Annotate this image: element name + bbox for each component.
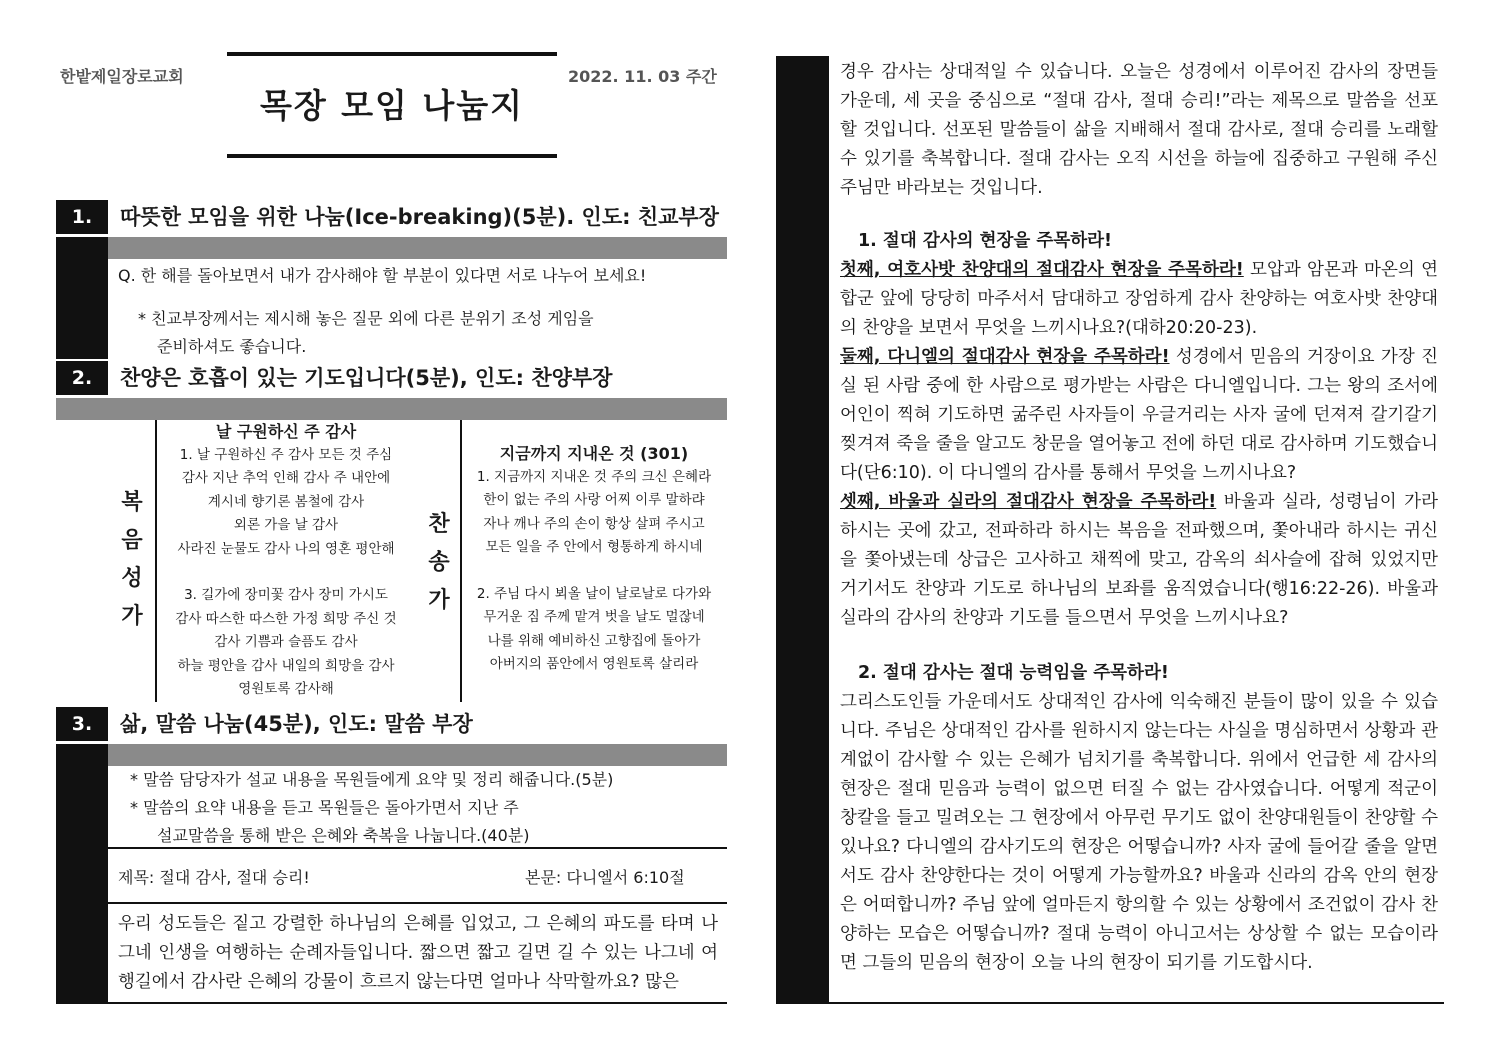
hymn-label xyxy=(424,506,454,620)
section-3-bar xyxy=(56,744,727,766)
sermon-scripture: 본문: 다니엘서 6:10절 xyxy=(525,868,685,887)
third-point-paragraph xyxy=(840,488,1438,633)
third-point-text: 바울과 실라, 성령님이 가라 하시는 곳에 갔고, 전파하라 하시는 복음을 전파했으며, 쫓아내라 하시는 귀신을 쫓아냈는데 상급은 고사하고 채찍에 맞고, 감옥의 쇠사슬에 잡혀 있었지만 거기서도 찬양과 기도로 하나님의 보좌를 움직였습니다(행16:22-26). 바울과 실라의 감사의 찬양과 기도를 들으면서 무엇을 느끼시나요? xyxy=(840,492,1438,628)
first-point-heading: 첫째, 여호사밧 찬양대의 절대감사 현장을 주목하라! xyxy=(840,260,1244,280)
sermon-mid-rule xyxy=(108,902,727,904)
sermon-top-rule xyxy=(108,847,727,849)
section-3-number: 3. xyxy=(56,707,108,741)
gospel-song-label-char: 복 xyxy=(121,490,143,515)
lyric-line: 나를 위해 예비하신 고향집에 돌아가 xyxy=(487,632,701,649)
paragraph-spacer xyxy=(840,203,1438,227)
lyric-line: 감사 기쁨과 슬픔도 감사 xyxy=(214,634,358,650)
point-1-heading: 1. 절대 감사의 현장을 주목하라! xyxy=(858,231,1113,251)
lyric-line: 영원토록 감사해 xyxy=(238,681,334,697)
hymn-block xyxy=(463,442,725,677)
lyric-line: 자나 깨나 주의 손이 항상 살펴 주시고 xyxy=(483,515,705,532)
left-bottom-rule xyxy=(56,1002,727,1004)
lyric-line: 1. 지금까지 지내온 것 주의 크신 은혜라 xyxy=(476,468,712,485)
lyric-line: 사라진 눈물도 감사 나의 영혼 평안해 xyxy=(177,540,395,557)
conclusion-text: 그리스도인들 가운데서도 상대적인 감사에 익숙해진 분들이 많이 있을 수 있습니다. 주님은 상대적인 감사를 원하시지 않는다는 사실을 명심하면서 상황과 관계없이 감사할 수 있는 은혜가 넘치기를 축복합니다. 위에서 언급한 세 감사의 현장은 절대 믿음과 능력이 없으면 터질 수 없는 감사였습니다. 어떻게 적군이 창칼을 들고 밀려오는 그 현장에서 아무런 무기도 없이 찬양대원들이 찬양할 수 있나요? 다니엘의 감사기도의 현장은 어떻습니까? 사자 굴에 들어갈 줄을 알면서도 감사 찬양한다는 것이 어떻게 가능할까요? 바울과 신라의 감옥 안의 현장은 어떠합니까? 주님 앞에 얼마든지 항의할 수 있는 상황에서 조건없이 감사 찬양하는 모습은 어떻습니까? 절대 능력이 아니고서는 상상할 수 없는 모습이라면 그들의 믿음의 현장이 오늘 나의 현장이 되기를 기도합시다. xyxy=(840,692,1438,973)
section-2-number: 2. xyxy=(56,361,108,395)
right-bottom-rule xyxy=(776,1002,1444,1004)
point-2-heading: 2. 절대 감사는 절대 능력임을 주목하라! xyxy=(858,663,1169,683)
sermon-body-continued xyxy=(840,58,1438,978)
right-side-column xyxy=(776,56,829,1004)
gospel-song-label-char: 음 xyxy=(121,528,143,553)
church-name: 한밭제일장로교회 xyxy=(60,67,184,86)
lyric-line: 감사 지난 추억 인해 감사 주 내안에 xyxy=(181,470,391,486)
second-point-text: 성경에서 믿음의 거장이요 가장 진실 된 사람 중에 한 사람으로 평가받는 사람은 다니엘입니다. 그는 왕의 조서에 어인이 찍혀 기도하면 굶주린 사자들이 우글거리는 사자 굴에 던져져 갈기갈기 찢겨져 죽을 줄을 알고도 창문을 열어놓고 전에 하던 대로 감사하며 기도했습니다(단6:10). 이 다니엘의 감사를 통해서 무엇을 느끼시나요? xyxy=(840,347,1439,483)
lyric-line: 무거운 짐 주께 맡겨 벗을 날도 멀잖네 xyxy=(483,609,705,625)
gospel-song-label-char: 가 xyxy=(121,604,143,629)
section-3-title: 삶, 말씀 나눔(45분), 인도: 말씀 부장 xyxy=(120,712,473,736)
lyric-line: 1. 날 구원하신 주 감사 모든 것 주심 xyxy=(179,446,393,463)
sermon-body-start: 우리 성도들은 짙고 강렬한 하나님의 은혜를 입었고, 그 은혜의 파도를 타며 나그네 인생을 여행하는 순례자들입니다. 짧으면 짧고 길면 길 수 있는 나그네 여행길에서 감사란 은혜의 강물이 흐르지 않는다면 얼마나 삭막할까요? 많은 xyxy=(118,914,718,992)
lyric-spacer xyxy=(158,561,414,584)
section-2-title: 찬양은 호흡이 있는 기도입니다(5분), 인도: 찬양부장 xyxy=(120,366,613,390)
hymn-divider-left xyxy=(155,420,157,702)
title-box xyxy=(227,52,557,158)
section-3-note-cont: 설교말씀을 통해 받은 은혜와 축복을 나눕니다.(40분) xyxy=(157,826,530,845)
lyric-line: 2. 주님 다시 뵈올 날이 날로날로 다가와 xyxy=(476,585,712,602)
lyric-line: 하늘 평안을 감사 내일의 희망을 감사 xyxy=(177,657,395,674)
third-point-heading: 셋째, 바울과 실라의 절대감사 현장을 주목하라! xyxy=(840,492,1217,512)
section-3-note: * 말씀의 요약 내용을 듣고 목원들은 돌아가면서 지난 주 xyxy=(130,798,519,817)
lyric-line: 모든 일을 주 안에서 형통하게 하시네 xyxy=(485,539,703,555)
section-1-title: 따뜻한 모임을 위한 나눔(Ice-breaking)(5분). 인도: 친교부장 xyxy=(120,205,719,229)
sermon-subject: 제목: 절대 감사, 절대 승리! xyxy=(118,868,310,887)
page-title: 목장 모임 나눔지 xyxy=(259,86,525,125)
first-point-text: 모압과 암몬과 마온의 연합군 앞에 당당히 마주서서 담대하고 장엄하게 감사 찬양하는 여호사밧 찬양대의 찬양을 보면서 무엇을 느끼시나요?(대하20:20-23). xyxy=(840,260,1438,338)
gospel-song-block xyxy=(158,420,414,702)
sermon-intro: 경우 감사는 상대적일 수 있습니다. 오늘은 성경에서 이루어진 감사의 장면들 가운데, 세 곳을 중심으로 “절대 감사, 절대 승리!”라는 제목으로 말씀을 선포할 것입니다. 선포된 말씀들이 삶을 지배해서 절대 감사로, 절대 승리를 노래할 수 있기를 축복합니다. 절대 감사는 오직 시선을 하늘에 집중하고 구원해 주신 주님만 바라보는 것입니다. xyxy=(840,62,1438,198)
section-3-side-column xyxy=(56,744,108,1004)
hymn-label-char: 가 xyxy=(428,588,450,613)
bulletin-date: 2022. 11. 03 주간 xyxy=(568,67,717,86)
lyric-line: 아버지의 품안에서 영원토록 살리라 xyxy=(489,656,699,672)
second-point-heading: 둘째, 다니엘의 절대감사 현장을 주목하라! xyxy=(840,347,1170,367)
section-1-note: * 친교부장께서는 제시해 놓은 질문 외에 다른 분위기 조성 게임을 xyxy=(138,309,594,328)
gospel-song-label-char: 성 xyxy=(121,566,143,591)
gospel-song-label xyxy=(117,484,147,636)
section-2-bar xyxy=(56,398,727,420)
second-point-paragraph xyxy=(840,343,1438,488)
paragraph-spacer xyxy=(840,633,1438,659)
section-1-bar xyxy=(56,237,727,259)
hymn-title: 지금까지 지내온 것 (301) xyxy=(499,444,689,463)
lyric-line: 3. 길가에 장미꽃 감사 장미 가시도 xyxy=(184,587,388,603)
lyric-line: 계시네 향기론 봄철에 감사 xyxy=(207,493,365,510)
gospel-song-title: 날 구원하신 주 감사 xyxy=(215,422,357,441)
hymn-label-char: 찬 xyxy=(428,512,450,537)
section-3-note: * 말씀 담당자가 설교 내용을 목원들에게 요약 및 정리 해줍니다.(5분) xyxy=(130,770,614,789)
lyric-line: 감사 따스한 따스한 가정 희망 주신 것 xyxy=(175,610,397,627)
lyric-spacer xyxy=(463,560,725,583)
hymn-label-char: 송 xyxy=(428,550,450,575)
section-1-note-cont: 준비하셔도 좋습니다. xyxy=(157,337,307,356)
section-1-number: 1. xyxy=(56,200,108,234)
first-point-paragraph xyxy=(840,256,1438,343)
section-1-side-column xyxy=(56,237,108,359)
lyric-line: 외론 가을 날 감사 xyxy=(233,517,339,533)
lyric-line: 한이 없는 주의 사랑 어찌 이루 말하랴 xyxy=(483,492,705,508)
section-1-question: Q. 한 해를 돌아보면서 내가 감사해야 할 부분이 있다면 서로 나누어 보세요! xyxy=(118,266,647,285)
hymn-divider-right xyxy=(460,420,462,702)
